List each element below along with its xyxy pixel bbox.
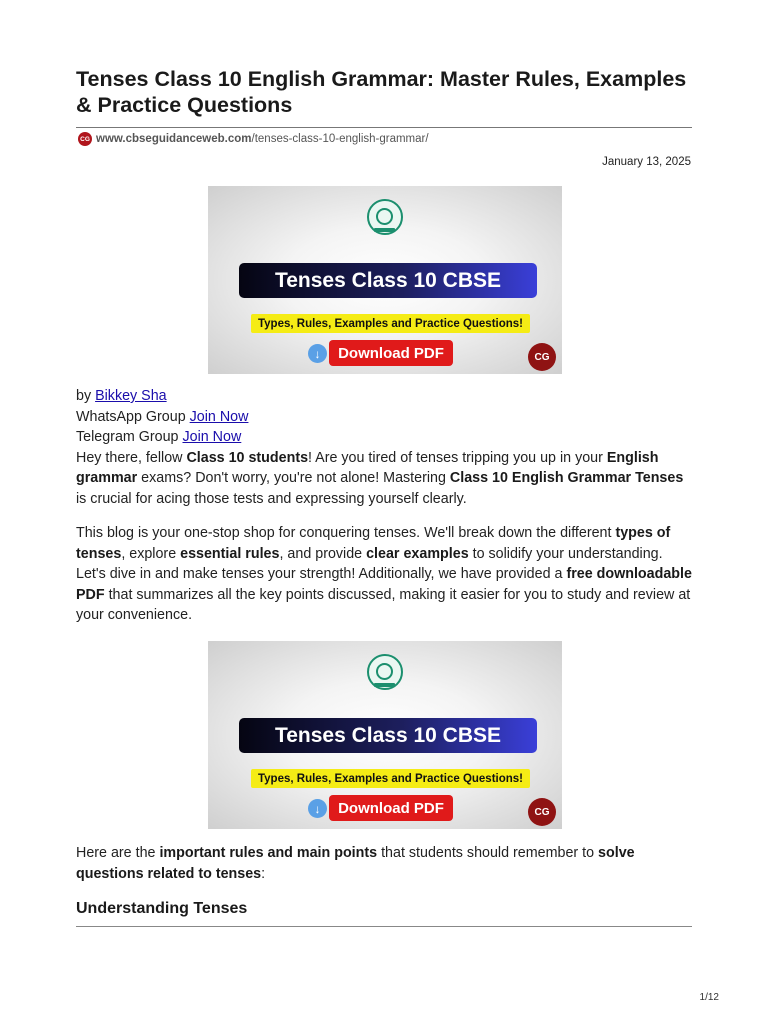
blog-paragraph: This blog is your one-stop shop for conquering tenses. We'll break down the different types of tenses, explore essential rules, and provide clear examples to solidify your understanding. Let's dive in and make tenses your strength! Additionally, we have provided a free downloadable PDF that summarizes all the key points discussed, making it easier for you to study and review at your convenience. <box>76 525 692 623</box>
source-path[interactable]: /tenses-class-10-english-grammar/ <box>251 133 429 145</box>
telegram-join-link[interactable]: Join Now <box>182 429 242 445</box>
banner-image <box>208 186 562 374</box>
cbse-emblem-icon <box>367 654 403 690</box>
download-pdf-button[interactable]: Download PDF <box>329 340 453 366</box>
banner-image-2 <box>208 641 562 829</box>
banner-headline: Tenses Class 10 CBSE <box>239 718 537 753</box>
download-arrow-icon: ↓ <box>308 799 327 818</box>
cg-badge-icon: CG <box>528 343 556 371</box>
section-divider <box>76 926 692 927</box>
intro-paragraph: Hey there, fellow Class 10 students! Are you tired of tenses tripping you up in your English grammar exams? Don't worry, you're not alone! Mastering Class 10 English Grammar Tenses is crucial for acing those tests and expressing yourself clearly. <box>76 449 684 507</box>
banner-subtitle: Types, Rules, Examples and Practice Questions! <box>251 314 530 333</box>
byline <box>76 386 692 509</box>
cbse-emblem-icon <box>367 199 403 235</box>
byline-prefix: by <box>76 388 96 404</box>
author-link[interactable]: Bikkey Sha <box>95 388 167 404</box>
download-arrow-icon: ↓ <box>308 344 327 363</box>
whatsapp-label: WhatsApp Group <box>76 408 190 425</box>
banner-headline: Tenses Class 10 CBSE <box>239 263 537 298</box>
source-domain[interactable]: www.cbseguidanceweb.com <box>96 133 252 145</box>
cg-badge-icon: CG <box>528 798 556 826</box>
site-logo-icon: CG <box>78 132 92 146</box>
whatsapp-join-link[interactable]: Join Now <box>189 408 249 425</box>
section-heading: Understanding Tenses <box>76 900 248 917</box>
page-number: 1/12 <box>699 992 719 1003</box>
source-line[interactable] <box>78 132 429 146</box>
rules-intro-paragraph: Here are the important rules and main points that students should remember to solve questions related to tenses: <box>76 845 635 882</box>
publish-date: January 13, 2025 <box>602 156 691 168</box>
download-pdf-button[interactable]: Download PDF <box>329 795 453 821</box>
page-title: Tenses Class 10 English Grammar: Master Rules, Examples & Practice Questions <box>76 67 687 117</box>
telegram-label: Telegram Group <box>76 429 183 445</box>
title-divider <box>76 127 692 128</box>
banner-subtitle: Types, Rules, Examples and Practice Questions! <box>251 769 530 788</box>
